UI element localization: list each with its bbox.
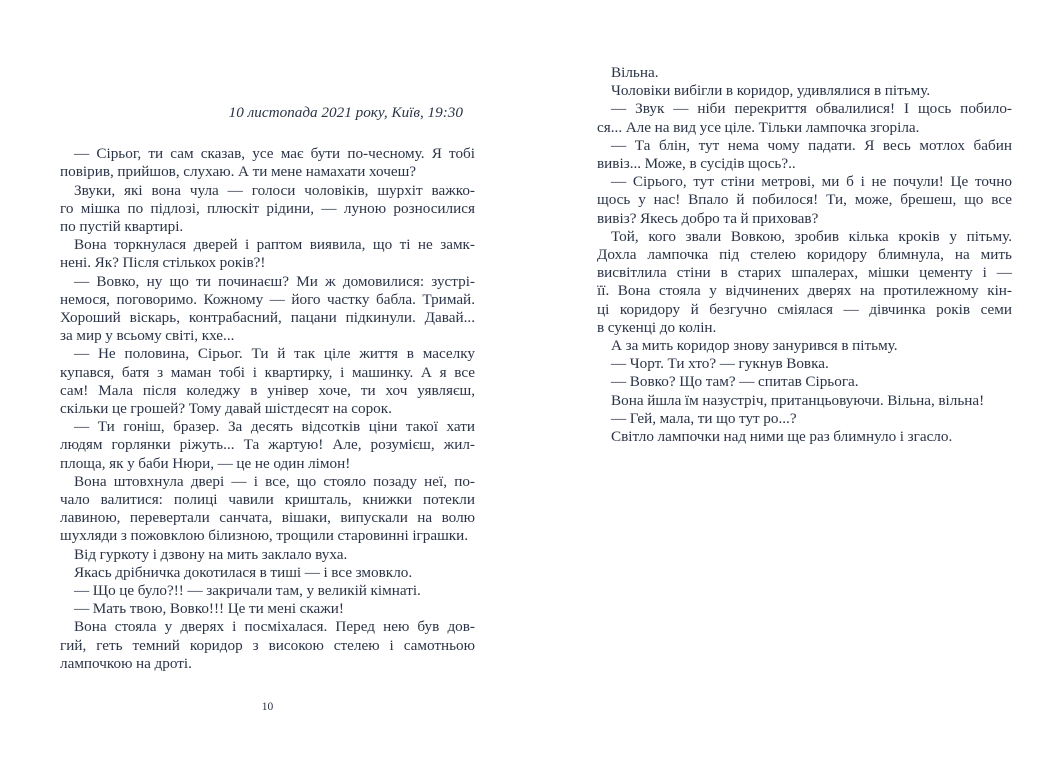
left-page-text [60, 145, 475, 673]
paragraph [60, 582, 475, 600]
right-page-text [597, 64, 1012, 446]
text-line: — Вовко, ну що ти починаєш? Ми ж домовилися: зустрі- [74, 272, 475, 290]
paragraph [60, 182, 475, 237]
text-line: Світло лампочки над ними ще раз блимнуло і згасло. [611, 428, 953, 446]
paragraph [597, 428, 1012, 446]
text-line: по пустій квартирі. [60, 218, 184, 236]
paragraph [60, 236, 475, 272]
text-line: Вона штовхнула двері — і все, що стояло позаду неї, по- [74, 472, 475, 490]
paragraph [60, 564, 475, 582]
text-line: немося, поговоримо. Кожному — його частку бабла. Тримай. [60, 290, 475, 308]
text-line: в сукенці до колін. [597, 318, 717, 336]
text-line: — Мать твою, Вовко!!! Це ти мені скажи! [74, 600, 344, 618]
paragraph [597, 410, 1012, 428]
text-line: А за мить коридор знову занурився в пітьму. [611, 337, 898, 355]
text-line: нені. Як? Після стількох років?! [60, 254, 266, 272]
text-line: Якась дрібничка докотилася в тиші — і все змовкло. [74, 563, 413, 581]
chapter-date-header: 10 листопада 2021 року, Київ, 19:30 [228, 104, 463, 121]
paragraph [597, 137, 1012, 173]
text-line: — Гей, мала, ти що тут ро...? [611, 409, 797, 427]
text-line: — Вовко? Що там? — спитав Сірьога. [611, 373, 859, 391]
text-line: за мир у всьому світі, кхе... [60, 327, 235, 345]
text-line: Дохла лампочка під стелею коридору блимнула, на мить [597, 246, 1012, 264]
paragraph [60, 546, 475, 564]
paragraph [60, 600, 475, 618]
paragraph [597, 64, 1012, 82]
paragraph [597, 337, 1012, 355]
paragraph [597, 228, 1012, 337]
text-line: людям горлянки ріжуть... Та жартую! Але, розумієш, жил- [60, 436, 475, 454]
text-line: її. Вона стояла у відчинених дверях на протилежному кін- [597, 282, 1012, 300]
text-line: — Звук — ніби перекриття обвалилися! І щось побило- [611, 100, 1012, 118]
text-line: Вона торкнулася дверей і раптом виявила, що ті не замк- [74, 236, 475, 254]
text-line: го мішка по підлозі, плюскіт рідини, — луною розносилися [60, 199, 475, 217]
text-line: площа, як у баби Нюри, — це не один лімон! [60, 454, 351, 472]
paragraph [60, 618, 475, 673]
text-line: лавиною, перевертали санчата, вішаки, випускали на волю [60, 509, 475, 527]
text-line: Від гуркоту і дзвону на мить заклало вуха. [74, 545, 348, 563]
text-line: Хороший віскарь, контрабасний, пацани підкинули. Давай... [60, 309, 475, 327]
text-line: шухляди з пожовклою білизною, трощили старовинні іграшки. [60, 527, 469, 545]
paragraph [60, 473, 475, 546]
paragraph [597, 100, 1012, 136]
page-number: 10 [261, 701, 274, 713]
paragraph [60, 145, 475, 181]
text-line: Той, кого звали Вовкою, зробив кілька кроків у пітьму. [611, 227, 1012, 245]
text-line: Звуки, які вона чула — голоси чоловіків, шурхіт важко- [74, 181, 475, 199]
text-line: вивіз... Може, в сусідів щось?.. [597, 155, 796, 173]
text-line: — Сірьог, ти сам сказав, усе має бути по-чесному. Я тобі [74, 145, 475, 163]
text-line: ці коридору й безгучно сміялася — дівчинка років семи [597, 300, 1012, 318]
text-line: скільки це грошей? Тому давай шістдесят на сорок. [60, 400, 392, 418]
paragraph [597, 373, 1012, 391]
text-line: лампочкою на дроті. [60, 654, 192, 672]
text-line: — Сірього, тут стіни метрові, ми б і не почули! Це точно [611, 173, 1012, 191]
paragraph [597, 392, 1012, 410]
text-line: — Чорт. Ти хто? — гукнув Вовка. [611, 355, 829, 373]
text-line: Вона йшла їм назустріч, пританцьовуючи. Вільна, вільна! [611, 391, 985, 409]
text-line: — Що це було?!! — закричали там, у великій кімнаті. [74, 582, 421, 600]
text-line: Вона стояла у дверях і посміхалася. Перед нею був дов- [74, 618, 475, 636]
text-line: — Ти гоніш, бразер. За десять відсотків ціни такої хати [74, 418, 475, 436]
paragraph [597, 355, 1012, 373]
left-page [60, 104, 475, 713]
paragraph [60, 345, 475, 418]
text-line: Чоловіки вибігли в коридор, удивлялися в пітьму. [611, 82, 931, 100]
paragraph [597, 173, 1012, 228]
text-line: вивіз? Якесь добро та й приховав? [597, 209, 819, 227]
text-line: щось у нас! Впало й побилося! Ти, може, брешеш, що все [597, 191, 1012, 209]
text-line: чало валитися: полиці чавили кришталь, книжки потекли [60, 491, 475, 509]
text-line: ся... Але на вид усе ціле. Тільки лампочка згоріла. [597, 118, 920, 136]
paragraph [60, 418, 475, 473]
text-line: висвітлила стіни в старих шпалерах, мішки цементу і — [597, 264, 1012, 282]
text-line: сам! Мала після коледжу в універ хоче, ти хоч уявляєш, [60, 381, 475, 399]
text-line: — Та блін, тут нема чому падати. Я весь мотлох бабин [611, 136, 1012, 154]
text-line: повірив, прийшов, слухаю. А ти мене намахати хочеш? [60, 163, 417, 181]
text-line: купався, батя з маман тобі і квартирку, і машинку. А я все [60, 363, 475, 381]
text-line: — Не половина, Сірьог. Ти й так ціле життя в маселку [74, 345, 475, 363]
text-line: гий, геть темний коридор з високою стелею і самотньою [60, 636, 475, 654]
text-line: Вільна. [611, 64, 659, 81]
right-page [597, 64, 1012, 446]
paragraph [60, 273, 475, 346]
paragraph [597, 82, 1012, 100]
